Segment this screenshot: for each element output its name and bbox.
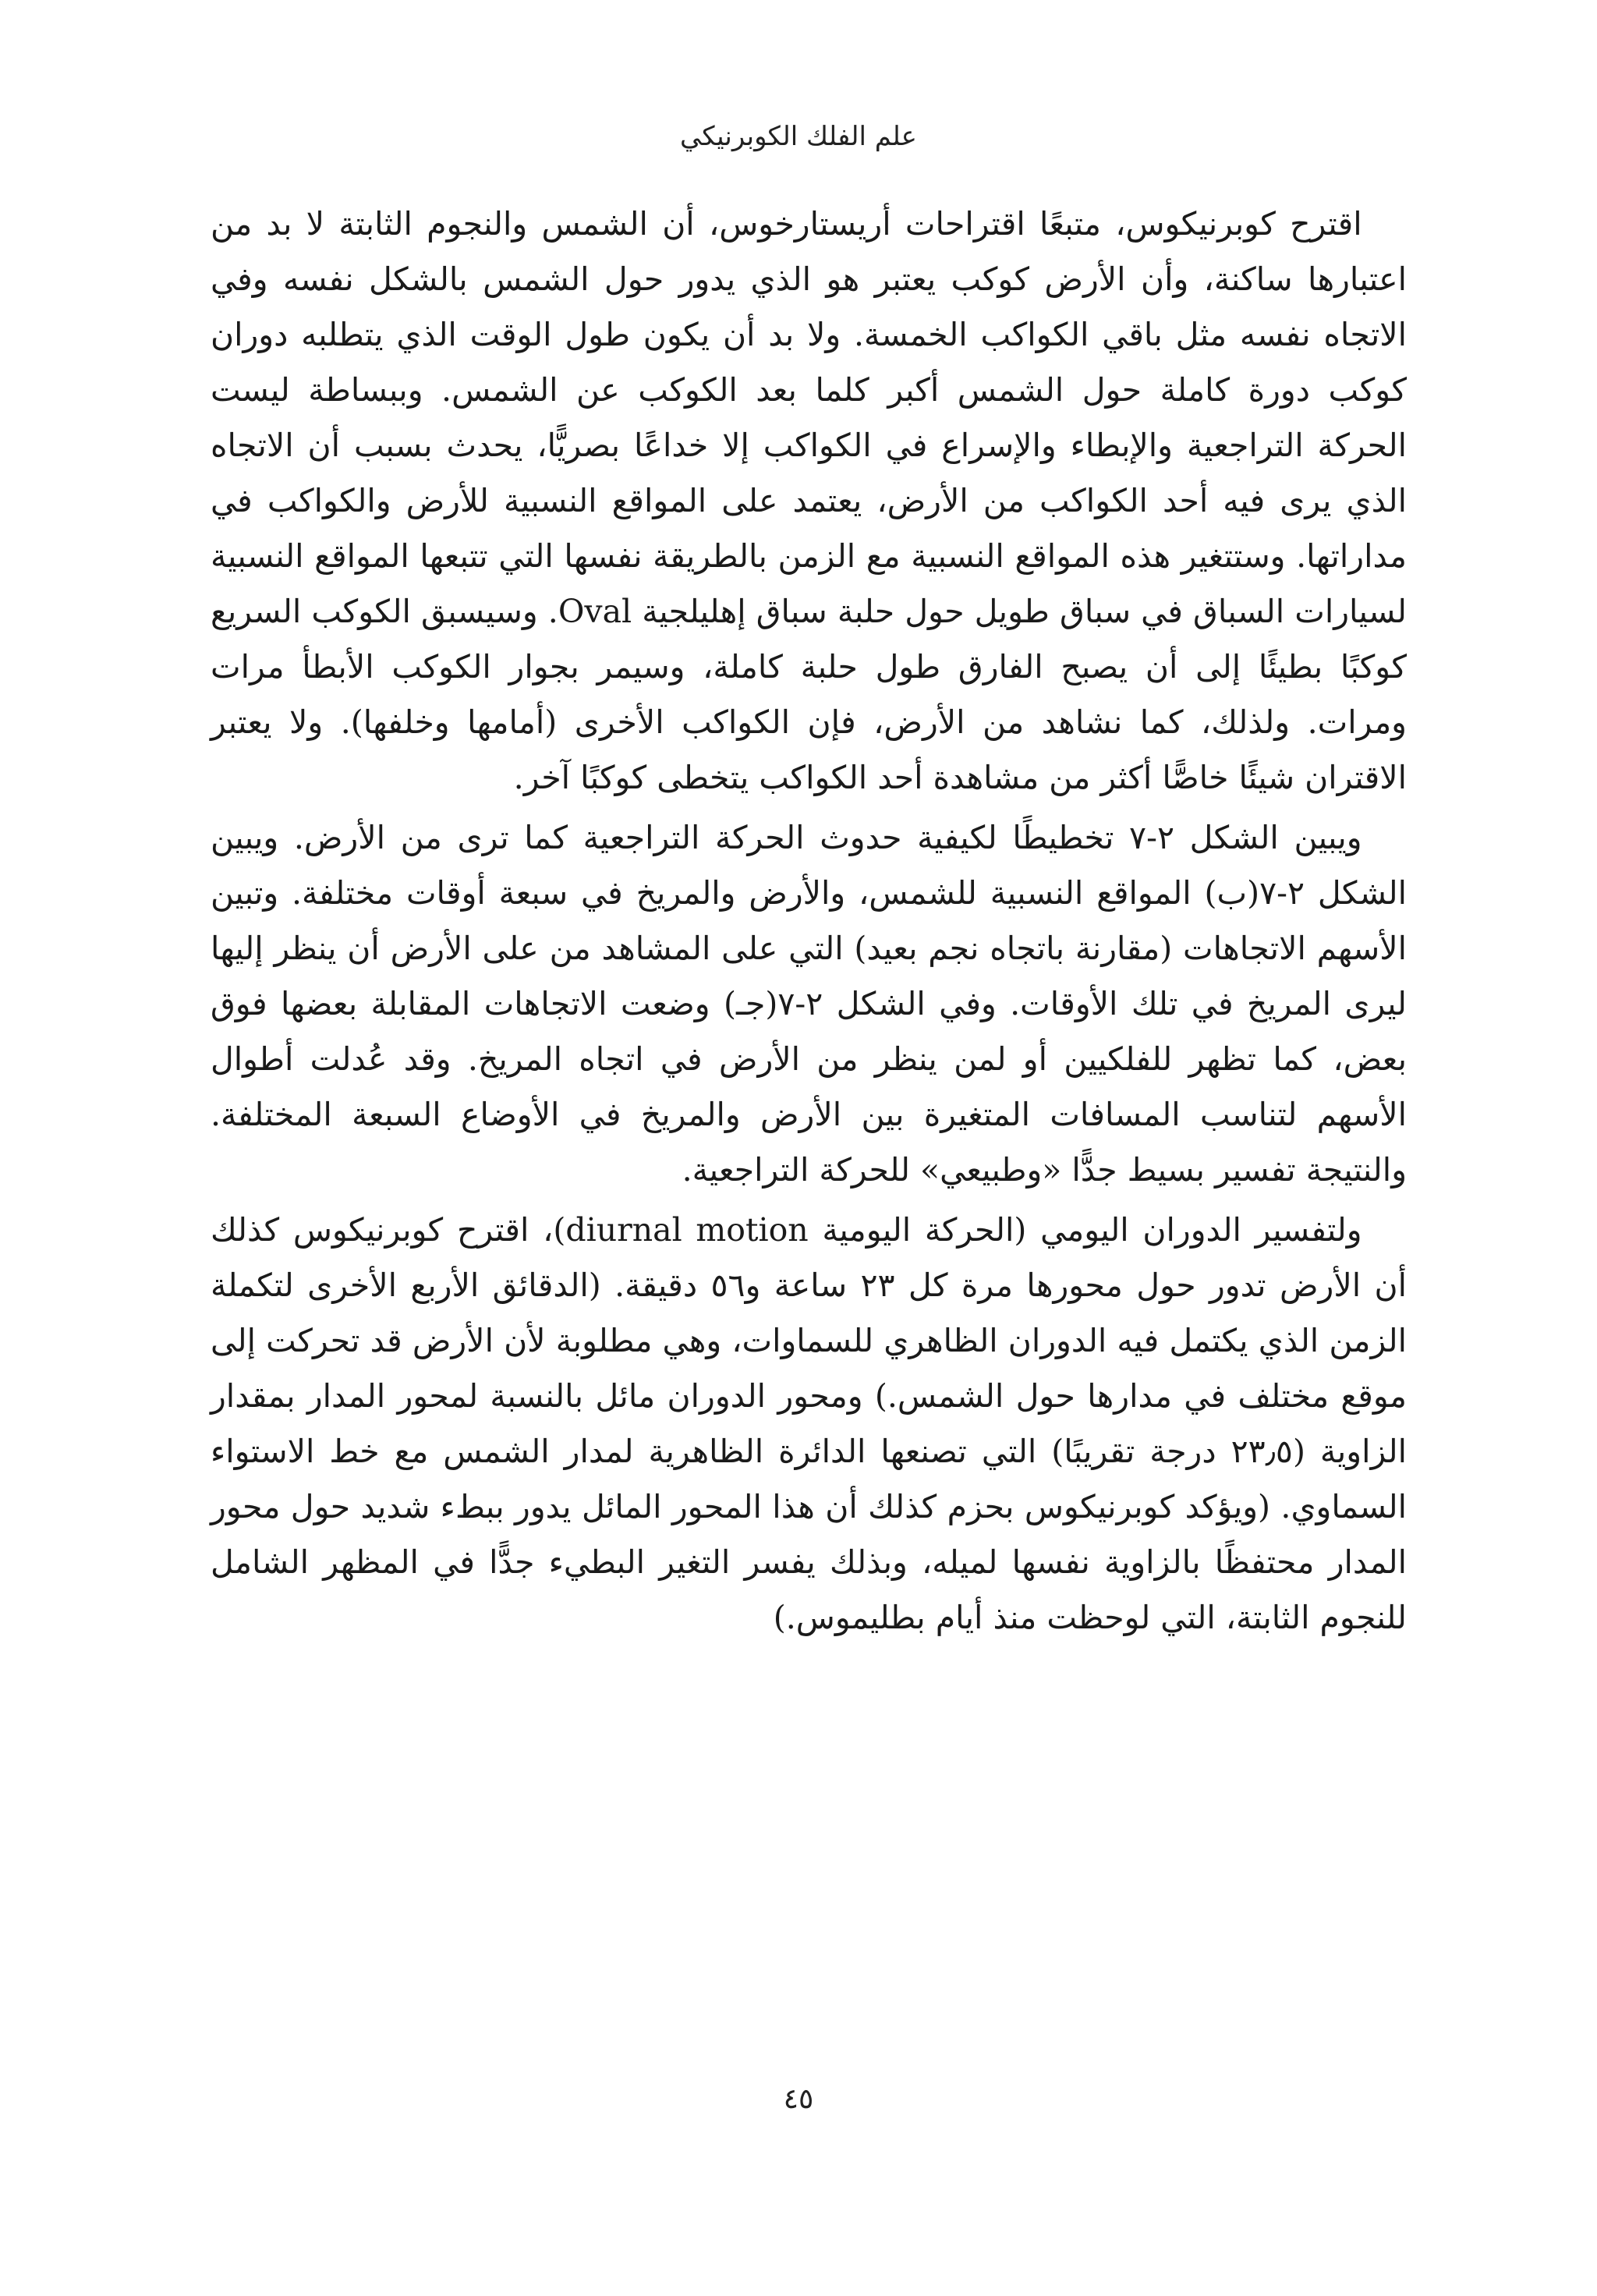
paragraph-diurnal-motion: ولتفسير الدوران اليومي (الحركة اليومية diurnal motion)، اقترح كوبرنيكوس كذلك أن الأرض تدور حول محورها مرة كل ٢٣ ساعة و٥٦ دقيقة. (الدقائق الأربع الأخرى لتكملة الزمن الذي يكتمل فيه الدوران الظاهري للسماوات، وهي مطلوبة لأن الأرض قد تحركت إلى موقع مختلف في مدارها حول الشمس.) ومحور الدوران مائل بالنسبة لمحور المدار بمقدار الزاوية (٢٣٫٥ درجة تقريبًا) التي تصنعها الدائرة الظاهرية لمدار الشمس مع خط الاستواء السماوي. (ويؤكد كوبرنيكوس بحزم كذلك أن هذا المحور المائل يدور ببطء شديد حول محور المدار محتفظًا بالزاوية نفسها لميله، وبذلك يفسر التغير البطيء جدًّا في المظهر الشامل للنجوم الثابتة، التي لوحظت منذ أيام بطليموس.) (211, 1211, 1407, 1636)
paragraph-retrograde-figure: ويبين الشكل ٢-٧ تخطيطًا لكيفية حدوث الحركة التراجعية كما ترى من الأرض. ويبين الشكل ٢-٧(ب) المواقع النسبية للشمس، والأرض والمريخ في سبعة أوقات مختلفة. وتبين الأسهم الاتجاهات (مقارنة باتجاه نجم بعيد) التي على المشاهد من على الأرض أن ينظر إليها ليرى المريخ في تلك الأوقات. وفي الشكل ٢-٧(جـ) وضعت الاتجاهات المقابلة بعضها فوق بعض، كما تظهر للفلكيين أو لمن ينظر من الأرض في اتجاه المريخ. وقد عُدلت أطوال الأسهم لتناسب المسافات المتغيرة بين الأرض والمريخ في الأوضاع السبعة المختلفة. والنتيجة تفسير بسيط جدًّا «وطبيعي» للحركة التراجعية. (211, 819, 1408, 1189)
paragraph-copernicus-model: اقترح كوبرنيكوس، متبعًا اقتراحات أريستارخوس، أن الشمس والنجوم الثابتة لا بد من اعتبارها ساكنة، وأن الأرض كوكب يعتبر هو الذي يدور حول الشمس بالشكل نفسه وفي الاتجاه نفسه مثل باقي الكواكب الخمسة. ولا بد أن يكون طول الوقت الذي يتطلبه دوران كوكب دورة كاملة حول الشمس أكبر كلما بعد الكوكب عن الشمس. وببساطة ليست الحركة التراجعية والإبطاء والإسراع في الكواكب إلا خداعًا بصريًّا، يحدث بسبب أن الاتجاه الذي يرى فيه أحد الكواكب من الأرض، يعتمد على المواقع النسبية للأرض والكواكب في مداراتها. وستتغير هذه المواقع النسبية مع الزمن بالطريقة نفسها التي تتبعها المواقع النسبية لسيارات السباق في سباق طويل حول حلبة سباق إهليلجية Oval. وسيسبق الكوكب السريع كوكبًا بطيئًا إلى أن يصبح الفارق طول حلبة كاملة، وسيمر بجوار الكوكب الأبطأ مرات ومرات. ولذلك، كما نشاهد من الأرض، فإن الكواكب الأخرى (أمامها وخلفها). ولا يعتبر الاقتران شيئًا خاصًّا أكثر من مشاهدة أحد الكواكب يتخطى كوكبًا آخر. (211, 205, 1407, 796)
body-text (211, 197, 1407, 1646)
running-header: علم الفلك الكوبرنيكي (680, 121, 917, 152)
page-number: ٤٥ (783, 2083, 814, 2115)
